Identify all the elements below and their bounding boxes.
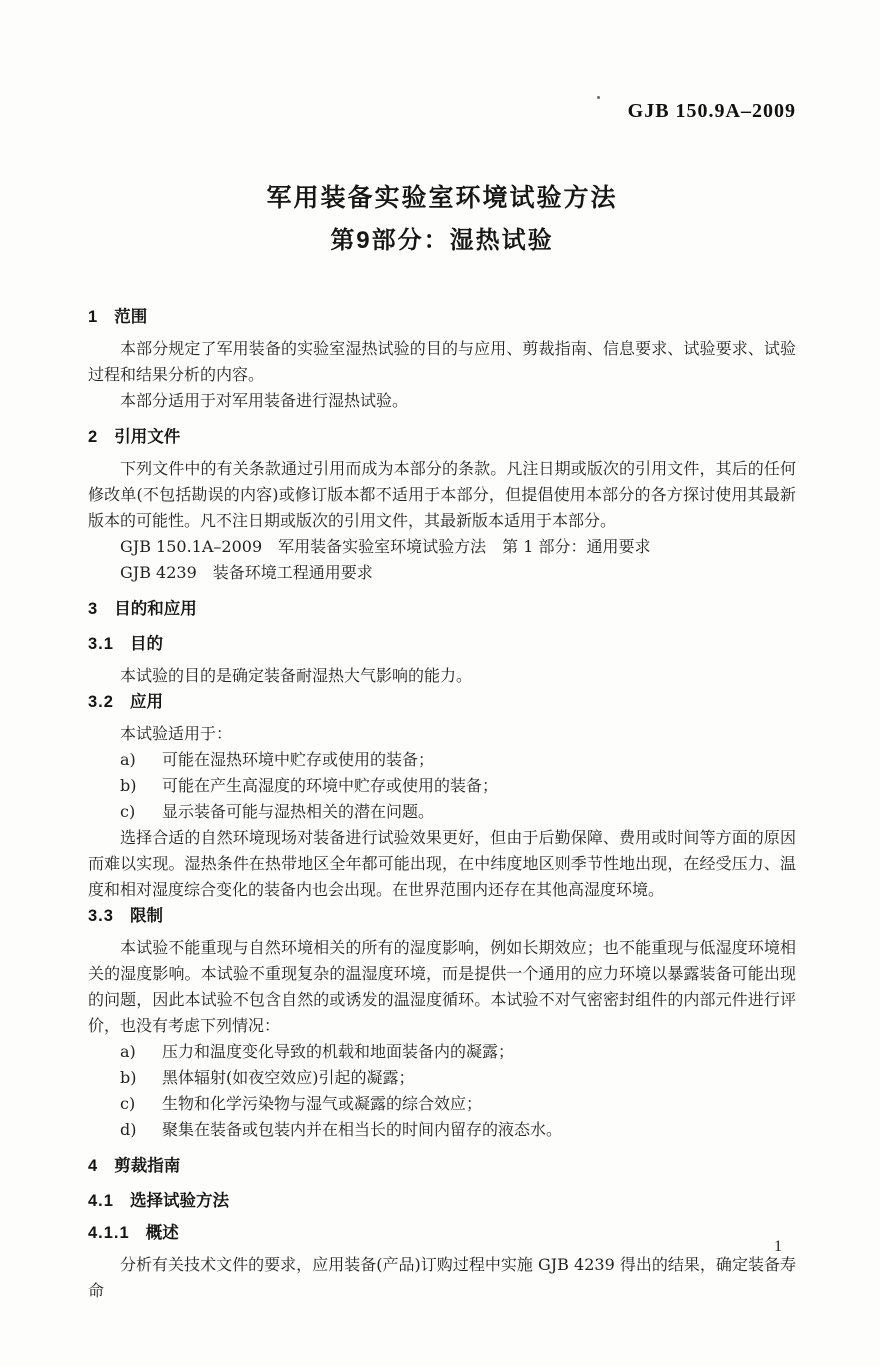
subsection-heading-application: [88, 689, 796, 715]
paragraph-application-1: 本试验适用于：: [120, 724, 233, 743]
section-number: 4: [88, 1157, 99, 1175]
reference-entry-2: GJB 4239 装备环境工程通用要求: [120, 563, 373, 582]
reference-entry-1: GJB 150.1A–2009 军用装备实验室环境试验方法 第 1 部分：通用要求: [120, 537, 651, 556]
subsection-number: 3.3: [88, 907, 114, 925]
subsection-title: 目的: [129, 635, 163, 653]
list-item-text: 黑体辐射(如夜空效应)引起的凝露；: [162, 1068, 415, 1087]
list-item-text: 可能在湿热环境中贮存或使用的装备；: [162, 750, 435, 769]
list-item: [88, 799, 796, 825]
list-item: [88, 1039, 796, 1065]
section-heading-references: [88, 424, 796, 450]
section-heading-tailoring: [88, 1153, 796, 1179]
subsubsection-title: 概述: [145, 1224, 179, 1242]
section-title: 剪裁指南: [114, 1157, 181, 1175]
list-item-text: 压力和温度变化导致的机载和地面装备内的凝露；: [162, 1042, 515, 1061]
list-item: [88, 1065, 796, 1091]
subsection-number: 3.1: [88, 635, 114, 653]
list-item-marker: b): [120, 1068, 137, 1087]
page-number: 1: [774, 1238, 782, 1255]
section-title: 范围: [114, 308, 148, 326]
paragraph-references-1: 下列文件中的有关条款通过引用而成为本部分的条款。凡注日期或版次的引用文件，其后的任何修改单(不包括勘误的内容)或修订版本都不适用于本部分，但提倡使用本部分的各方探讨使用其最新版本的可能性。凡不注日期或版次的引用文件，其最新版本适用于本部分。: [88, 459, 796, 530]
list-item-text: 可能在产生高湿度的环境中贮存或使用的装备；: [162, 776, 499, 795]
list-item-marker: a): [120, 750, 136, 769]
paragraph-overview-1: 分析有关技术文件的要求，应用装备(产品)订购过程中实施 GJB 4239 得出的结果，确定装备寿命: [88, 1255, 796, 1300]
paragraph-scope-2: 本部分适用于对军用装备进行湿热试验。: [120, 391, 409, 410]
list-item-marker: a): [120, 1042, 136, 1061]
list-item: [88, 1117, 796, 1143]
section-number: 1: [88, 308, 99, 326]
paragraph-limitations-1: 本试验不能重现与自然环境相关的所有的湿度影响，例如长期效应；也不能重现与低湿度环境相关的湿度影响。本试验不重现复杂的温湿度环境，而是提供一个通用的应力环境以暴露装备可能出现的问题，因此本试验不包含自然的或诱发的温湿度循环。本试验不对气密密封组件的内部元件进行评价，也没有考虑下列情况：: [88, 938, 796, 1035]
subsection-title: 选择试验方法: [129, 1192, 229, 1210]
list-item: [88, 773, 796, 799]
section-heading-scope: [88, 304, 796, 330]
list-item-text: 显示装备可能与湿热相关的潜在问题。: [162, 802, 435, 821]
list-item-text: 聚集在装备或包装内并在相当长的时间内留存的液态水。: [162, 1120, 563, 1139]
subsubsection-number: 4.1.1: [88, 1224, 130, 1242]
subsection-heading-select-method: [88, 1188, 796, 1214]
section-heading-purpose-application: [88, 596, 796, 622]
list-item-marker: b): [120, 776, 137, 795]
subsubsection-heading-overview: [88, 1220, 796, 1246]
subsection-number: 4.1: [88, 1192, 114, 1210]
list-item: [88, 747, 796, 773]
section-number: 3: [88, 600, 99, 618]
section-number: 2: [88, 428, 99, 446]
paragraph-application-2: 选择合适的自然环境现场对装备进行试验效果更好，但由于后勤保障、费用或时间等方面的原因而难以实现。湿热条件在热带地区全年都可能出现，在中纬度地区则季节性地出现，在经受压力、温度和相对湿度综合变化的装备内也会出现。在世界范围内还存在其他高湿度环境。: [88, 828, 796, 899]
list-item-text: 生物和化学污染物与湿气或凝露的综合效应；: [162, 1094, 483, 1113]
paragraph-scope-1: 本部分规定了军用装备的实验室湿热试验的目的与应用、剪裁指南、信息要求、试验要求、试验过程和结果分析的内容。: [88, 339, 796, 384]
subsection-title: 应用: [129, 693, 163, 711]
document-body: [88, 0, 796, 1304]
section-title: 目的和应用: [114, 600, 197, 618]
subsection-heading-purpose: [88, 631, 796, 657]
subsection-title: 限制: [129, 907, 163, 925]
document-title-line1: 军用装备实验室环境试验方法: [266, 184, 618, 212]
list-item-marker: c): [120, 802, 136, 821]
list-item-marker: d): [120, 1120, 137, 1139]
document-title-line2: 第9部分：湿热试验: [330, 227, 554, 254]
section-title: 引用文件: [114, 428, 181, 446]
list-item-marker: c): [120, 1094, 136, 1113]
document-title: [88, 177, 796, 262]
list-item: [88, 1091, 796, 1117]
subsection-number: 3.2: [88, 693, 114, 711]
paragraph-purpose-1: 本试验的目的是确定装备耐湿热大气影响的能力。: [120, 666, 473, 685]
standard-number: GJB 150.9A–2009: [627, 100, 796, 122]
subsection-heading-limitations: [88, 903, 796, 929]
